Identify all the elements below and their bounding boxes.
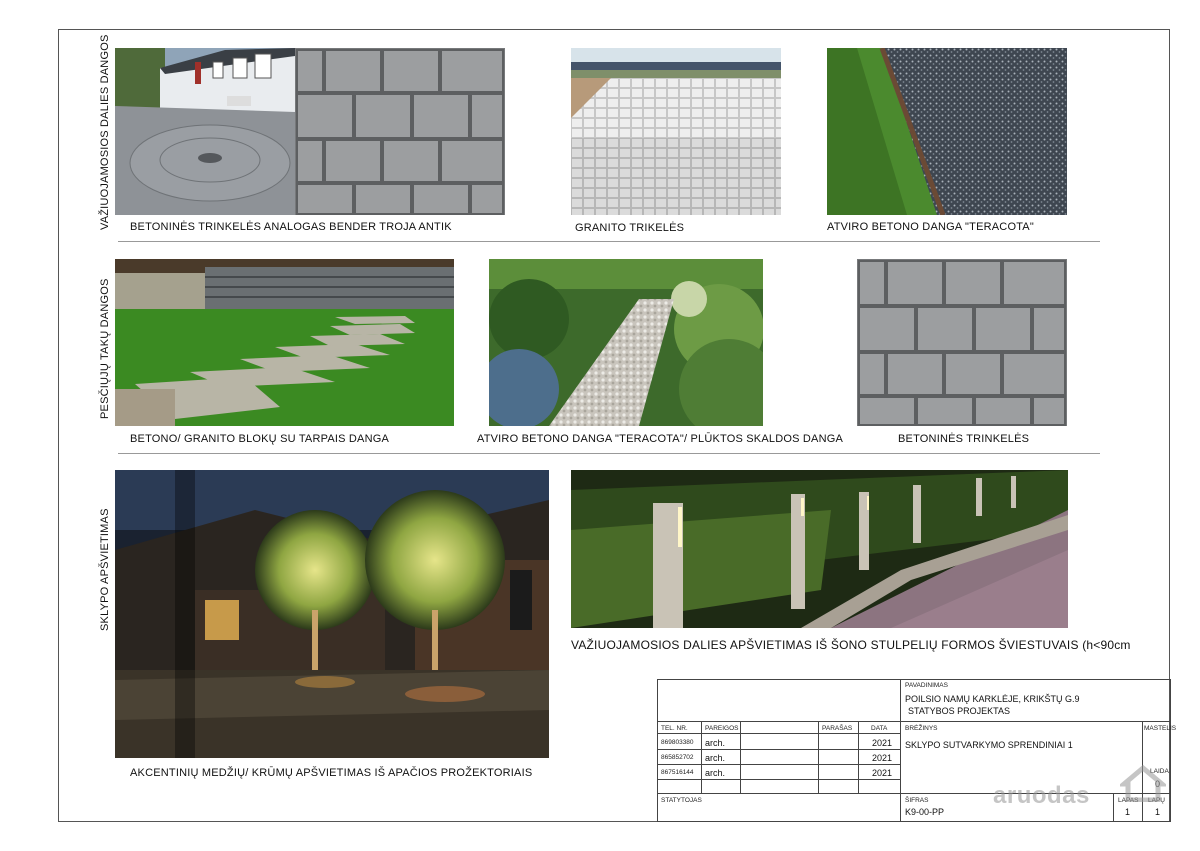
photo-stepping-stones: [115, 259, 454, 426]
label-mastelis: MASTELIS: [1144, 725, 1177, 732]
divider-1: [118, 241, 1100, 242]
header-pareigos: PAREIGOS: [705, 725, 739, 732]
photo-granite-cobbles: [571, 48, 781, 215]
photo-bollard-lights: [571, 470, 1068, 628]
label-sifras: ŠIFRAS: [905, 797, 929, 804]
value-lapas: 1: [1125, 807, 1131, 817]
watermark-house-icon: [1120, 762, 1166, 802]
row3-role: arch.: [705, 768, 726, 778]
label-statytojas: STATYTOJAS: [661, 797, 702, 804]
section-label-roads: VAŽIUOJAMOSIOS DALIES DANGOS: [99, 34, 111, 230]
caption-teracota: ATVIRO BETONO DANGA "TERACOTA": [827, 221, 1034, 233]
row1-date: 2021: [872, 738, 893, 748]
caption-stepping-blocks: BETONO/ GRANITO BLOKŲ SU TARPAIS DANGA: [130, 433, 390, 445]
watermark-logo: aruodas: [993, 782, 1090, 809]
project-name-line1: POILSIO NAMŲ KARKLĖJE, KRIKŠTŲ G.9: [905, 694, 1080, 704]
row3-tel: 867516144: [661, 769, 694, 776]
row2-role: arch.: [705, 753, 726, 763]
row3-date: 2021: [872, 768, 893, 778]
photo-concrete-pavers: [857, 259, 1067, 426]
header-tel: TEL. NR.: [661, 725, 688, 732]
row1-tel: 869803380: [661, 739, 694, 746]
project-name-line2: STATYBOS PROJEKTAS: [908, 706, 1011, 716]
caption-granite-cobbles: GRANITO TRIKELĖS: [575, 222, 685, 234]
label-lapu: LAPŲ: [1148, 797, 1165, 804]
caption-bollard-lighting: VAŽIUOJAMOSIOS DALIES APŠVIETIMAS IŠ ŠONO STULPELIŲ FORMOS ŠVIESTUVAIS (h<90cm: [571, 638, 1131, 652]
value-laida: 0: [1155, 779, 1161, 789]
caption-concrete-pavers: BETONINĖS TRINKELĖS: [898, 433, 1030, 445]
caption-teracota-gravel: ATVIRO BETONO DANGA "TERACOTA"/ PLŪKTOS SKALDOS DANGA: [477, 433, 844, 445]
row2-date: 2021: [872, 753, 893, 763]
label-breziniys: BRĖŽINYS: [905, 725, 938, 732]
divider-2: [118, 453, 1100, 454]
photo-concrete-pavers-grey: [295, 48, 505, 215]
photo-tree-uplighting: [115, 470, 549, 758]
row1-role: arch.: [705, 738, 726, 748]
label-lapas: LAPAS: [1118, 797, 1139, 804]
label-laida: LAIDA: [1150, 768, 1169, 775]
caption-bender-troja: BETONINĖS TRINKELĖS ANALOGAS BENDER TROJA ANTIK: [130, 221, 452, 233]
header-parasas: PARAŠAS: [822, 725, 853, 732]
section-label-lighting: SKLYPO APŠVIETIMAS: [99, 508, 111, 631]
photo-house-paving: [115, 48, 295, 215]
photo-gravel-garden-path: [489, 259, 763, 426]
row2-tel: 865852702: [661, 754, 694, 761]
drawing-name: SKLYPO SUTVARKYMO SPRENDINIAI 1: [905, 740, 1073, 750]
photo-teracota-open-concrete: [827, 48, 1067, 215]
value-sifras: K9-00-PP: [905, 807, 945, 817]
caption-tree-uplighting: AKCENTINIŲ MEDŽIŲ/ KRŪMŲ APŠVIETIMAS IŠ APAČIOS PROŽEKTORIAIS: [130, 767, 533, 779]
header-data: DATA: [871, 725, 888, 732]
value-lapu: 1: [1155, 807, 1161, 817]
section-label-paths: PESČIŲJŲ TAKŲ DANGOS: [99, 278, 111, 419]
label-pavadinimas: PAVADINIMAS: [905, 682, 948, 689]
